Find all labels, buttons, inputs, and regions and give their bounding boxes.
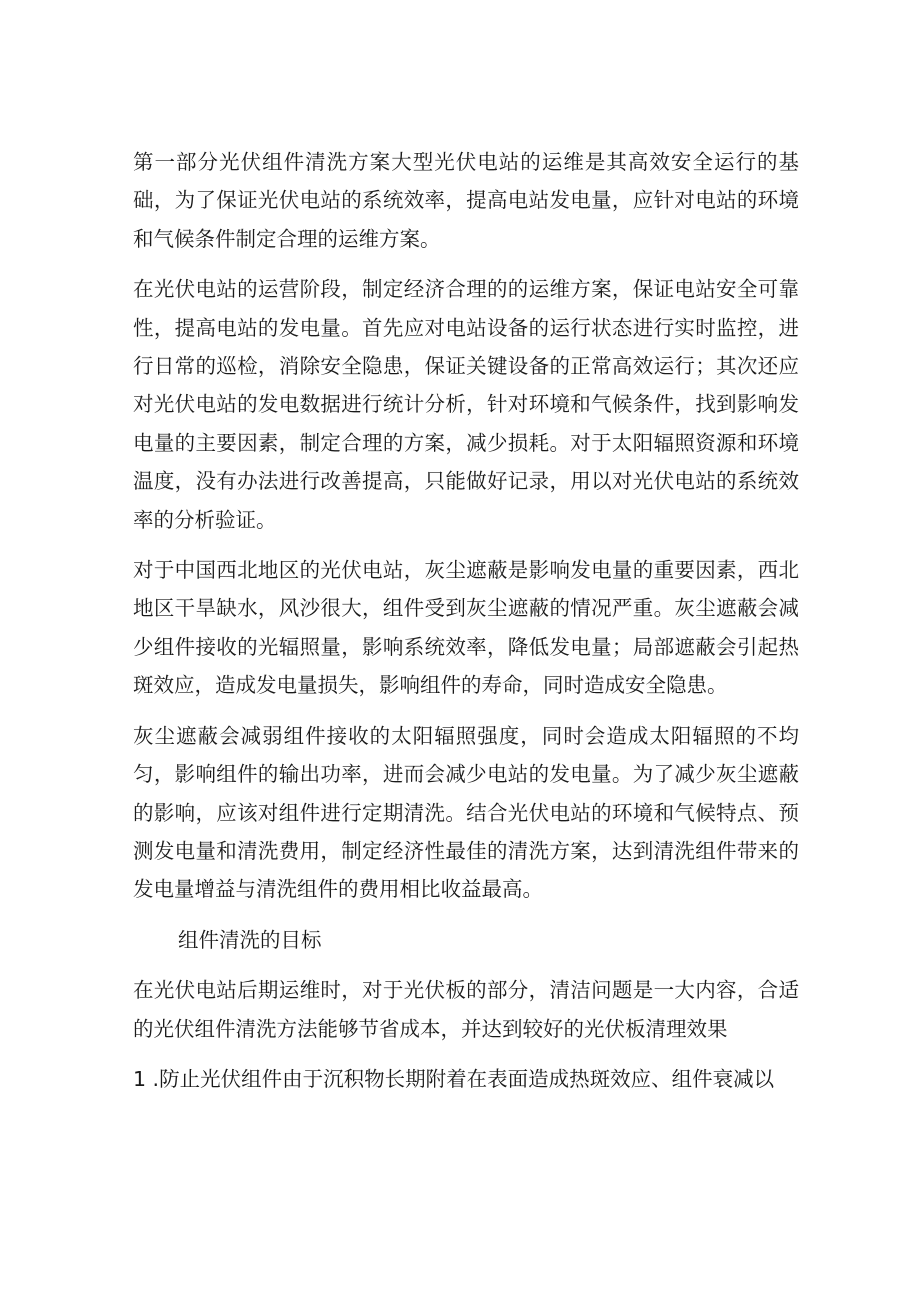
document-body <box>133 143 799 1098</box>
paragraph-dust-effects: 灰尘遮蔽会减弱组件接收的太阳辐照强度，同时会造成太阳辐照的不均匀，影响组件的输出功率，进而会减少电站的发电量。为了减少灰尘遮蔽的影响，应该对组件进行定期清洗。结合光伏电站的环境和气候特点、预测发电量和清洗费用，制定经济性最佳的清洗方案，达到清洗组件带来的发电量增益与清洗组件的费用相比收益最高。 <box>133 723 799 902</box>
paragraph-operation-stage: 在光伏电站的运营阶段，制定经济合理的的运维方案，保证电站安全可靠性，提高电站的发电量。首先应对电站设备的运行状态进行实时监控，进行日常的巡检，消除安全隐患，保证关键设备的正常高效运行；其次还应对光伏电站的发电数据进行统计分析，针对环境和气候条件，找到影响发电量的主要因素，制定合理的方案，减少损耗。对于太阳辐照资源和环境温度，没有办法进行改善提高，只能做好记录，用以对光伏电站的系统效率的分析验证。 <box>133 277 799 532</box>
paragraph-northwest-dust: 对于中国西北地区的光伏电站，灰尘遮蔽是影响发电量的重要因素，西北地区干旱缺水，风沙很大，组件受到灰尘遮蔽的情况严重。灰尘遮蔽会减少组件接收的光辐照量，影响系统效率，降低发电量；局部遮蔽会引起热斑效应，造成发电量损失，影响组件的寿命，同时造成安全隐患。 <box>133 558 799 698</box>
list-item: 1 .防止光伏组件由于沉积物长期附着在表面造成热斑效应、组件衰减以 <box>133 1066 775 1091</box>
section-heading: 组件清洗的目标 <box>178 927 322 952</box>
paragraph-cleaning-goal: 在光伏电站后期运维时，对于光伏板的部分，清洁问题是一大内容，合适的光伏组件清洗方法能够节省成本，并达到较好的光伏板清理效果 <box>133 978 799 1041</box>
paragraph-intro: 第一部分光伏组件清洗方案大型光伏电站的运维是其高效安全运行的基础，为了保证光伏电站的系统效率，提高电站发电量，应针对电站的环境和气候条件制定合理的运维方案。 <box>133 150 799 251</box>
